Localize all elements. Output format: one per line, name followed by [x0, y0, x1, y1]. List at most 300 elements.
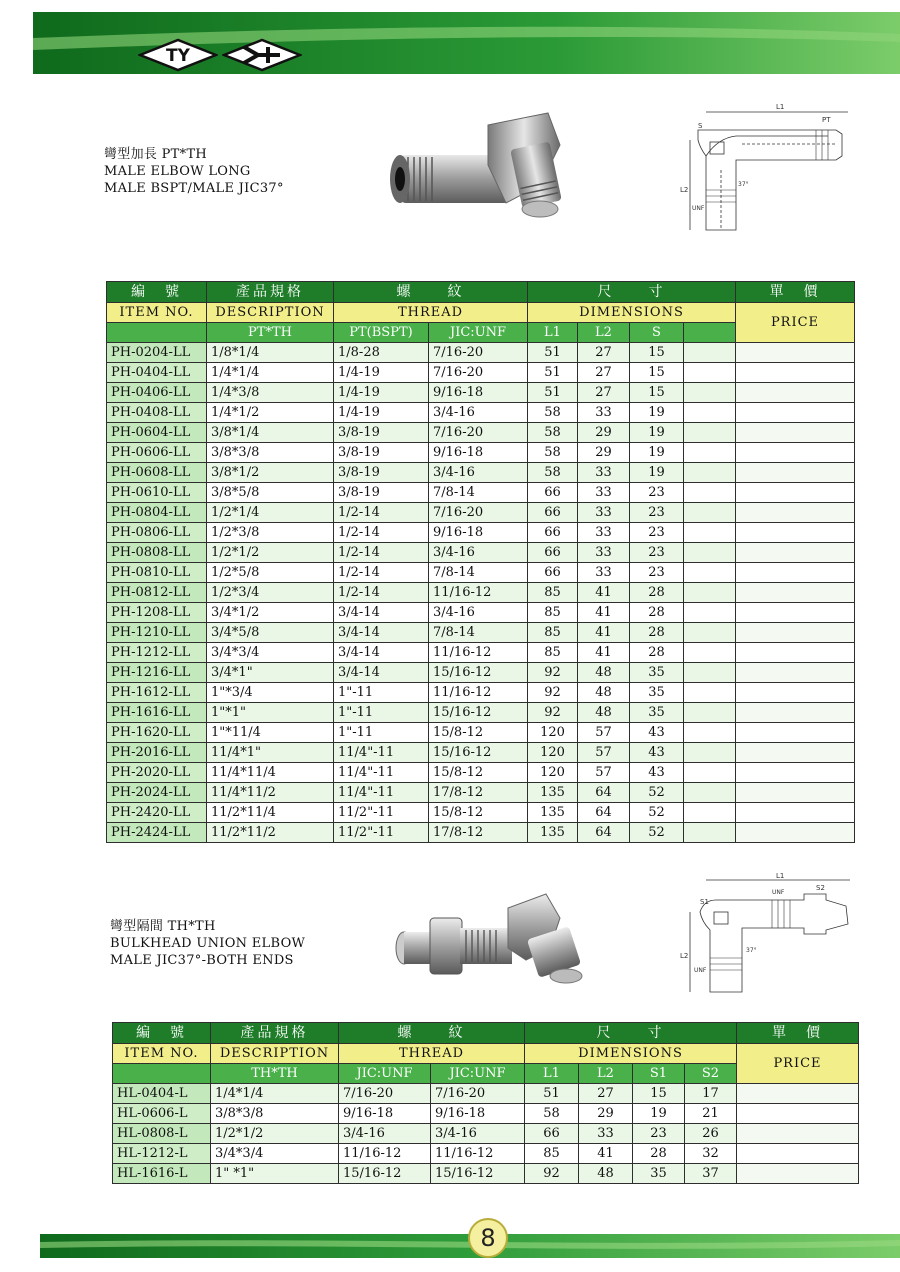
table-cell: 1/2-14 [334, 543, 429, 563]
table-cell: 17/8-12 [429, 783, 528, 803]
table1-head-thread-en: THREAD [334, 303, 528, 323]
table-cell: 41 [579, 1144, 633, 1164]
table-cell: 85 [528, 643, 578, 663]
table-cell: 1"-11 [334, 703, 429, 723]
table-cell: PH-0808-LL [107, 543, 207, 563]
table-cell: 1/4*3/8 [207, 383, 334, 403]
table-cell: 3/8*1/4 [207, 423, 334, 443]
price-cell [736, 683, 855, 703]
table-cell: 1/4*1/2 [207, 403, 334, 423]
table-cell: 33 [578, 403, 630, 423]
table-cell: 9/16-18 [429, 523, 528, 543]
price-cell [736, 383, 855, 403]
table-cell: 7/8-14 [429, 623, 528, 643]
table-cell: 9/16-18 [429, 383, 528, 403]
table-cell: 3/4-14 [334, 643, 429, 663]
section1-label-en2: MALE BSPT/MALE JIC37° [104, 181, 284, 196]
table-cell: 11/4"-11 [334, 743, 429, 763]
table-cell: PH-2016-LL [107, 743, 207, 763]
table-row [107, 403, 855, 423]
blank-cell [684, 503, 736, 523]
table-cell: PH-0404-LL [107, 363, 207, 383]
table-cell: 41 [578, 623, 630, 643]
table-cell: 33 [578, 543, 630, 563]
table1-sub-jic: JIC:UNF [429, 323, 528, 343]
drawing2-l1: L1 [776, 872, 785, 880]
blank-cell [684, 423, 736, 443]
bulkhead-union-elbow-photo [390, 888, 600, 988]
table-cell: 32 [685, 1144, 737, 1164]
table-cell: 15/8-12 [429, 723, 528, 743]
blank-cell [684, 763, 736, 783]
table-cell: 1"*3/4 [207, 683, 334, 703]
table2-body [113, 1084, 859, 1184]
table-cell: 33 [579, 1124, 633, 1144]
section2-label-cn: 彎型隔間 TH*TH [110, 919, 216, 934]
table-cell: PH-0608-LL [107, 463, 207, 483]
table-cell: PH-0408-LL [107, 403, 207, 423]
table-cell: 3/4-16 [339, 1124, 431, 1144]
table-row [107, 463, 855, 483]
price-cell [736, 403, 855, 423]
table2-head-desc-en: DESCRIPTION [211, 1044, 339, 1064]
table-row [113, 1144, 859, 1164]
blank-cell [684, 543, 736, 563]
table-cell: 35 [633, 1164, 685, 1184]
table2-head-item-cn: 編 號 [113, 1023, 211, 1044]
male-elbow-long-table [106, 281, 855, 843]
table-cell: 3/8*1/2 [207, 463, 334, 483]
table-cell: 15/16-12 [429, 743, 528, 763]
table1-sub-l2: L2 [578, 323, 630, 343]
table-cell: HL-0606-L [113, 1104, 211, 1124]
table-cell: 43 [630, 723, 684, 743]
table-cell: 48 [578, 663, 630, 683]
table-cell: 7/16-20 [429, 343, 528, 363]
table-cell: 135 [528, 783, 578, 803]
table-row [107, 363, 855, 383]
table-cell: 1" *1" [211, 1164, 339, 1184]
table-cell: 1/4*1/4 [211, 1084, 339, 1104]
table-cell: 11/4*11/4 [207, 763, 334, 783]
table-cell: 135 [528, 823, 578, 843]
table1-head-thread-cn: 螺 紋 [334, 282, 528, 303]
table-cell: 3/4-16 [429, 403, 528, 423]
table-cell: PH-1616-LL [107, 703, 207, 723]
table-cell: 15/8-12 [429, 763, 528, 783]
table-cell: 51 [528, 383, 578, 403]
table-row [107, 743, 855, 763]
table-cell: 3/8*5/8 [207, 483, 334, 503]
drawing1-s: S [698, 122, 703, 130]
table-cell: 92 [528, 683, 578, 703]
table-row [107, 823, 855, 843]
drawing2-s2: S2 [816, 884, 825, 892]
table-cell: 7/8-14 [429, 563, 528, 583]
table-cell: 1/8*1/4 [207, 343, 334, 363]
table-row [113, 1084, 859, 1104]
section2-label-en1: BULKHEAD UNION ELBOW [110, 936, 306, 951]
table1-sub-s: S [630, 323, 684, 343]
table-cell: PH-0610-LL [107, 483, 207, 503]
table-cell: 11/4"-11 [334, 783, 429, 803]
section2-label [110, 918, 305, 969]
price-cell [736, 783, 855, 803]
table-row [107, 583, 855, 603]
table-cell: 9/16-18 [431, 1104, 525, 1124]
table-cell: 11/2*11/2 [207, 823, 334, 843]
table-cell: 26 [685, 1124, 737, 1144]
table-cell: 58 [528, 443, 578, 463]
table-cell: 1/2*5/8 [207, 563, 334, 583]
table-cell: 1/2*1/4 [207, 503, 334, 523]
table-row [113, 1124, 859, 1144]
k-logo [222, 38, 302, 72]
price-cell [736, 703, 855, 723]
table-cell: PH-1212-LL [107, 643, 207, 663]
table-cell: 3/4-14 [334, 603, 429, 623]
table1-head-dim-en: DIMENSIONS [528, 303, 736, 323]
table-cell: 52 [630, 823, 684, 843]
table-cell: 33 [578, 563, 630, 583]
table-row [107, 663, 855, 683]
table-cell: 15/16-12 [429, 703, 528, 723]
blank-cell [684, 643, 736, 663]
table-cell: 48 [578, 683, 630, 703]
price-cell [736, 743, 855, 763]
table2-head-price-en: PRICE [737, 1044, 859, 1084]
table-cell: 3/4-14 [334, 623, 429, 643]
table2-head-item-en: ITEM NO. [113, 1044, 211, 1064]
table1-body [107, 343, 855, 843]
price-cell [737, 1084, 859, 1104]
table-cell: 85 [525, 1144, 579, 1164]
table-cell: HL-1616-L [113, 1164, 211, 1184]
table-cell: 1/8-28 [334, 343, 429, 363]
table-cell: 23 [630, 503, 684, 523]
table-cell: 120 [528, 763, 578, 783]
table-cell: 15 [630, 383, 684, 403]
price-cell [736, 343, 855, 363]
blank-cell [684, 603, 736, 623]
table-cell: 58 [528, 423, 578, 443]
table-cell: 57 [578, 763, 630, 783]
table-cell: 23 [630, 543, 684, 563]
table-cell: 29 [578, 423, 630, 443]
table-cell: 92 [528, 703, 578, 723]
table-cell: 66 [528, 483, 578, 503]
table-row [107, 483, 855, 503]
table-cell: 58 [525, 1104, 579, 1124]
table-row [107, 563, 855, 583]
table-cell: 27 [578, 383, 630, 403]
table1-header-cn [107, 282, 855, 303]
table-cell: 33 [578, 503, 630, 523]
price-cell [736, 503, 855, 523]
table-cell: 3/8*3/8 [211, 1104, 339, 1124]
table-cell: 11/16-12 [429, 683, 528, 703]
table-row [107, 623, 855, 643]
table-cell: PH-0406-LL [107, 383, 207, 403]
table-cell: 3/4-16 [431, 1124, 525, 1144]
table-cell: 120 [528, 743, 578, 763]
blank-cell [684, 623, 736, 643]
table-cell: 17 [685, 1084, 737, 1104]
table-cell: PH-0204-LL [107, 343, 207, 363]
table-cell: 1/4-19 [334, 363, 429, 383]
table-cell: 41 [578, 603, 630, 623]
table-cell: 15/8-12 [429, 803, 528, 823]
table-cell: 11/16-12 [431, 1144, 525, 1164]
table-cell: 1/2-14 [334, 563, 429, 583]
bulkhead-union-elbow-drawing [676, 872, 856, 1002]
table-cell: 7/16-20 [429, 503, 528, 523]
table-cell: 11/2"-11 [334, 823, 429, 843]
table2-head-dim-en: DIMENSIONS [525, 1044, 737, 1064]
blank-cell [684, 383, 736, 403]
drawing2-unf-top: UNF [772, 889, 785, 896]
table-cell: 3/8-19 [334, 463, 429, 483]
price-cell [736, 563, 855, 583]
blank-cell [684, 563, 736, 583]
table-cell: PH-0606-LL [107, 443, 207, 463]
table-cell: 19 [630, 443, 684, 463]
table-cell: 92 [528, 663, 578, 683]
table-cell: 29 [579, 1104, 633, 1124]
table-cell: 1/2-14 [334, 503, 429, 523]
table-cell: 1"-11 [334, 683, 429, 703]
table-cell: PH-1216-LL [107, 663, 207, 683]
table2-header-en [113, 1044, 859, 1064]
blank-cell [684, 823, 736, 843]
table-cell: 21 [685, 1104, 737, 1124]
table-cell: 1/2*3/8 [207, 523, 334, 543]
price-cell [736, 723, 855, 743]
table2-header-cn [113, 1023, 859, 1044]
table-cell: 11/16-12 [339, 1144, 431, 1164]
table2-sub-s2: S2 [685, 1064, 737, 1084]
table-cell: 9/16-18 [429, 443, 528, 463]
table-cell: 3/4*3/4 [211, 1144, 339, 1164]
table-cell: 23 [630, 523, 684, 543]
table-cell: PH-0806-LL [107, 523, 207, 543]
table1-sub-item [107, 323, 207, 343]
table-cell: 28 [630, 623, 684, 643]
table-cell: 1/2*1/2 [207, 543, 334, 563]
table-cell: 23 [630, 483, 684, 503]
table-cell: 15 [630, 363, 684, 383]
blank-cell [684, 743, 736, 763]
table-cell: 3/4-16 [429, 603, 528, 623]
blank-cell [684, 343, 736, 363]
table-row [107, 603, 855, 623]
table-cell: 85 [528, 603, 578, 623]
drawing2-unf-bottom: UNF [694, 967, 707, 974]
price-cell [736, 363, 855, 383]
ty-logo [138, 38, 218, 72]
table-cell: 3/4-16 [429, 463, 528, 483]
price-cell [736, 423, 855, 443]
male-elbow-long-drawing [676, 100, 854, 240]
table-cell: 66 [528, 503, 578, 523]
table-cell: 41 [578, 643, 630, 663]
table2-sub-l2: L2 [579, 1064, 633, 1084]
table-cell: 11/16-12 [429, 583, 528, 603]
price-cell [736, 483, 855, 503]
table-cell: 135 [528, 803, 578, 823]
table-cell: 66 [528, 563, 578, 583]
price-cell [736, 443, 855, 463]
table-cell: 66 [525, 1124, 579, 1144]
section1-label-cn: 彎型加長 PT*TH [104, 147, 208, 162]
table-cell: 51 [525, 1084, 579, 1104]
table1-header-en [107, 303, 855, 323]
table-cell: 3/4*3/4 [207, 643, 334, 663]
table-cell: 7/16-20 [429, 423, 528, 443]
table-cell: 28 [630, 643, 684, 663]
table-cell: 1/2-14 [334, 583, 429, 603]
blank-cell [684, 663, 736, 683]
table1-head-desc-cn: 產品規格 [207, 282, 334, 303]
price-cell [736, 623, 855, 643]
table-cell: 48 [579, 1164, 633, 1184]
table-cell: 15/16-12 [339, 1164, 431, 1184]
table-row [107, 783, 855, 803]
price-cell [736, 463, 855, 483]
drawing1-l2: L2 [680, 186, 689, 194]
table-row [107, 523, 855, 543]
drawing2-s1: S1 [700, 898, 709, 906]
table-cell: 3/8-19 [334, 423, 429, 443]
table-cell: 15 [630, 343, 684, 363]
table-row [107, 703, 855, 723]
table-row [107, 503, 855, 523]
table-cell: 7/16-20 [429, 363, 528, 383]
section1-label-en1: MALE ELBOW LONG [104, 164, 251, 179]
table-cell: 27 [578, 363, 630, 383]
table-cell: 15/16-12 [429, 663, 528, 683]
table2-head-price-cn: 單 價 [737, 1023, 859, 1044]
table-cell: 9/16-18 [339, 1104, 431, 1124]
table1-head-price-en: PRICE [736, 303, 855, 343]
table-cell: 7/8-14 [429, 483, 528, 503]
table-cell: 15 [633, 1084, 685, 1104]
table-cell: 58 [528, 403, 578, 423]
table-cell: 19 [630, 423, 684, 443]
table2-sub-item [113, 1064, 211, 1084]
table-cell: 92 [525, 1164, 579, 1184]
table2-head-thread-cn: 螺 紋 [339, 1023, 525, 1044]
price-cell [736, 763, 855, 783]
table1-head-desc-en: DESCRIPTION [207, 303, 334, 323]
price-cell [737, 1144, 859, 1164]
table-row [107, 803, 855, 823]
table-cell: 3/4*5/8 [207, 623, 334, 643]
table-cell: 23 [630, 563, 684, 583]
table-cell: 7/16-20 [339, 1084, 431, 1104]
table-cell: 1/2*3/4 [207, 583, 334, 603]
table-cell: PH-2020-LL [107, 763, 207, 783]
table-cell: 43 [630, 743, 684, 763]
blank-cell [684, 363, 736, 383]
table-cell: 51 [528, 343, 578, 363]
table-cell: PH-2424-LL [107, 823, 207, 843]
table1-sub-blank [684, 323, 736, 343]
table-row [107, 643, 855, 663]
price-cell [736, 583, 855, 603]
page-number: 8 [468, 1218, 508, 1258]
table-cell: 64 [578, 783, 630, 803]
price-cell [736, 663, 855, 683]
table-cell: 3/4-16 [429, 543, 528, 563]
table-cell: PH-2420-LL [107, 803, 207, 823]
table-row [107, 763, 855, 783]
table2-head-desc-cn: 產品規格 [211, 1023, 339, 1044]
table-cell: 7/16-20 [431, 1084, 525, 1104]
price-cell [736, 523, 855, 543]
table-cell: 66 [528, 523, 578, 543]
price-cell [737, 1104, 859, 1124]
table-row [107, 723, 855, 743]
table1-head-item-cn: 編 號 [107, 282, 207, 303]
table-cell: 3/8-19 [334, 443, 429, 463]
male-elbow-long-photo [378, 105, 588, 225]
table-cell: 1/4-19 [334, 383, 429, 403]
table-cell: 1/4-19 [334, 403, 429, 423]
table-cell: PH-1620-LL [107, 723, 207, 743]
table-cell: 1/2*1/2 [211, 1124, 339, 1144]
table-cell: 1"*11/4 [207, 723, 334, 743]
table-cell: 19 [630, 463, 684, 483]
table-cell: 19 [633, 1104, 685, 1124]
blank-cell [684, 443, 736, 463]
table-cell: 57 [578, 743, 630, 763]
table-cell: 28 [633, 1144, 685, 1164]
blank-cell [684, 403, 736, 423]
table-row [107, 343, 855, 363]
table-cell: 37 [685, 1164, 737, 1184]
table-cell: 85 [528, 623, 578, 643]
table-cell: 3/8*3/8 [207, 443, 334, 463]
table-cell: 48 [578, 703, 630, 723]
table-cell: 29 [578, 443, 630, 463]
table-cell: 35 [630, 703, 684, 723]
table-row [113, 1104, 859, 1124]
table-row [107, 543, 855, 563]
blank-cell [684, 703, 736, 723]
table-cell: 11/16-12 [429, 643, 528, 663]
drawing1-l1: L1 [776, 103, 785, 111]
table-cell: 35 [630, 663, 684, 683]
table2-sub-jic1: JIC:UNF [339, 1064, 431, 1084]
table-cell: 52 [630, 783, 684, 803]
table-cell: 57 [578, 723, 630, 743]
table-cell: 11/2"-11 [334, 803, 429, 823]
price-cell [736, 803, 855, 823]
blank-cell [684, 463, 736, 483]
table1-sub-pt: PT(BSPT) [334, 323, 429, 343]
ty-logo-text: TY [166, 46, 190, 66]
table-row [107, 383, 855, 403]
table2-sub-jic2: JIC:UNF [431, 1064, 525, 1084]
table2-sub-desc: TH*TH [211, 1064, 339, 1084]
table-cell: 64 [578, 803, 630, 823]
price-cell [736, 543, 855, 563]
drawing2-l2: L2 [680, 952, 689, 960]
table-cell: 3/8-19 [334, 483, 429, 503]
table-cell: 33 [578, 463, 630, 483]
blank-cell [684, 723, 736, 743]
